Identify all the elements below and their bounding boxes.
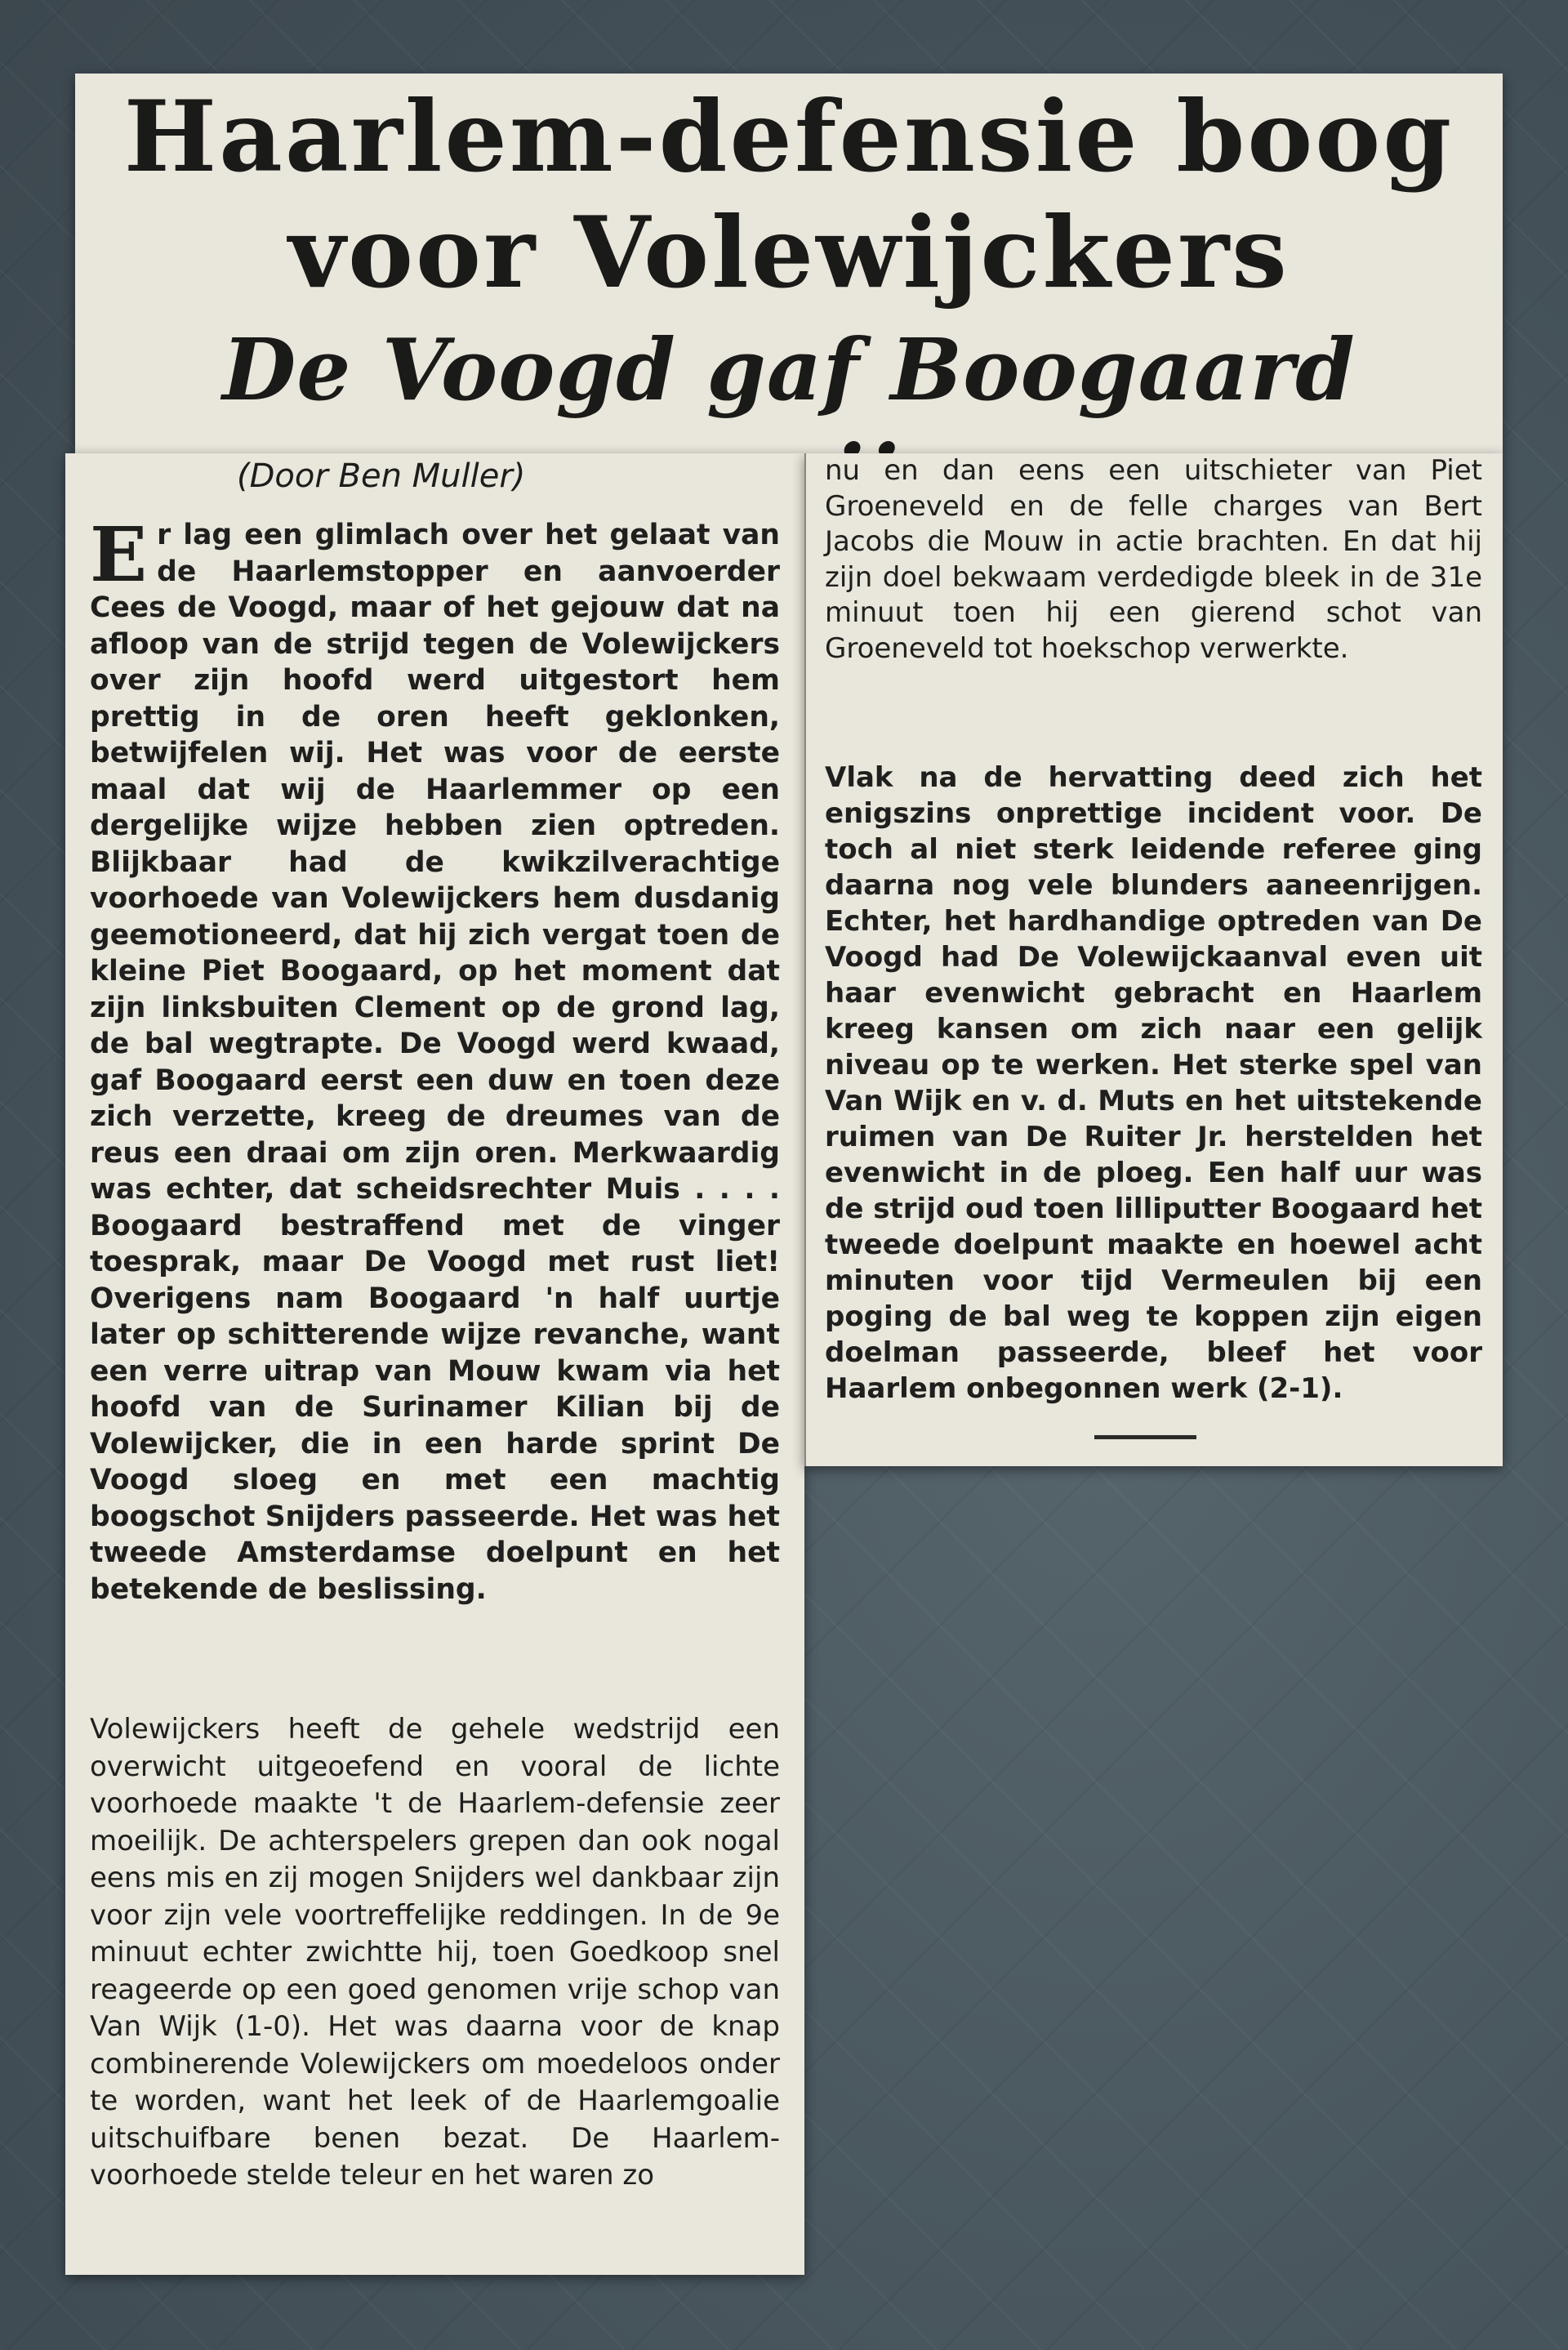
column-divider — [804, 453, 806, 1466]
drop-cap: E — [90, 511, 148, 599]
headline-line-2: voor Volewijckers — [288, 195, 1290, 310]
subheadline: De Voogd gaf Boogaard — [222, 319, 1356, 420]
right-column — [804, 453, 1503, 1466]
paragraph-text: r lag een glimlach over het gelaat van de Haarlemstopper en aanvoerder Cees de Voogd, maar of het gejouw dat na afloop van de strijd tegen de Volewijckers over zijn hoofd werd uitgestort hem prettig in de oren heeft geklonken, betwijfelen wij. Het was voor de eerste maal dat wij de Haarlemmer op een dergelijke wijze hebben zien optreden. Blijkbaar had de kwikzilverachtige voorhoede van Volewijckers hem dusdanig geemotioneerd, dat hij zich vergat toen de kleine Piet Boogaard, op het moment dat zijn linksbuiten Clement op de grond lag, de bal wegtrapte. De Voogd werd kwaad, gaf Boogaard eerst een duw en toen deze zich verzette, kreeg de dreumes van de reus een draai om zijn oren. Merkwaardig was echter, dat scheidsrechter Muis . . . . Boogaard bestraffend met de vinger toesprak, maar De Voogd met rust liet! Overigens nam Boogaard 'n half uurtje later op schitterende wijze revanche, want een verre uitrap van Mouw kwam via het hoofd van de Surinamer Kilian bij de Volewijcker, die in een harde sprint De Voogd sloeg en met een machtig boogschot Snijders passeerde. Het was het tweede Amsterdamse doelpunt en het betekende de beslissing. — [90, 519, 780, 1606]
article-paragraph: Vlak na de hervatting deed zich het enigszins onprettige incident voor. De toch al niet sterk leidende referee ging daarna nog vele blunders aaneenrijgen. Echter, het hardhandige optreden van De Voogd had De Volewijckaanval even uit haar evenwicht gebracht en Haarlem kreeg kansen om zich naar een gelijk niveau op te werken. Het sterke spel van Van Wijk en v. d. Muts en het uitstekende ruimen van De Ruiter Jr. herstelden het evenwicht in de ploeg. Een half uur was de strijd oud toen lilliputter Boogaard het tweede doelpunt maakte en hoewel acht minuten voor tijd Vermeulen bij een poging de bal weg te koppen zijn eigen doelman passeerde, bleef het voor Haarlem onbegonnen werk (2-1). — [825, 761, 1482, 1405]
end-of-article-rule — [1094, 1435, 1196, 1439]
article-paragraph: Volewijckers heeft de gehele wedstrijd een overwicht uitgeoefend en vooral de lichte voorhoede maakte 't de Haarlem-defensie zeer moeilijk. De achterspelers grepen dan ook nogal eens mis en zij mogen Snijders wel dankbaar zijn voor zijn vele voortreffelijke reddingen. In de 9e minuut echter zwichtte hij, toen Goedkoop snel reageerde op een goed genomen vrije schop van Van Wijk (1-0). Het was daarna voor de knap combinerende Volewijckers om moedeloos onder te worden, want het leek of de Haarlemgoalie uitschuifbare benen bezat. De Haarlem-voorhoede stelde teleur en het waren zo — [90, 1713, 780, 2192]
article-paragraph — [90, 511, 780, 1608]
headline-block — [75, 74, 1503, 453]
headline-line-1: Haarlem-defensie boog — [123, 79, 1454, 194]
article-paragraph: nu en dan eens een uitschieter van Piet Groeneveld en de felle charges van Bert Jacobs die Mouw in actie brachten. En dat hij zijn doel bekwaam verdedigde bleek in de 31e minuut toen hij een gierend schot van Groeneveld tot hoekschop verwerkte. — [825, 454, 1482, 665]
left-column — [65, 453, 804, 2275]
byline: (Door Ben Muller) — [237, 457, 526, 495]
